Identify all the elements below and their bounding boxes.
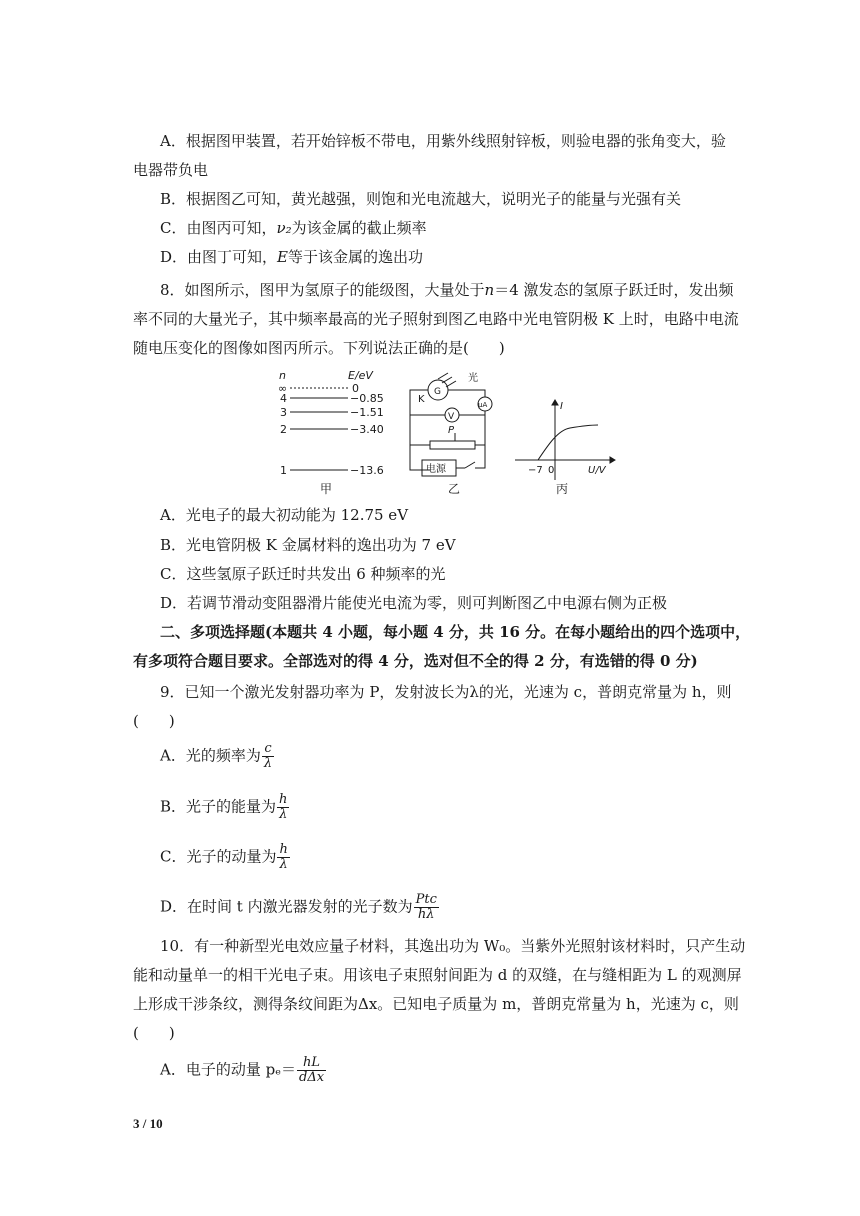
iu-curve	[538, 425, 598, 460]
q9-stem-line1: 9．已知一个激光发射器功率为 P，发射波长为λ的光，光速为 c，普朗克常量为 h，则	[160, 683, 732, 701]
q9-a-text: A．光的频率为	[160, 746, 261, 765]
level-e-3: −1.51	[350, 406, 384, 419]
q9-c-den: λ	[279, 857, 288, 872]
level-n-inf: ∞	[278, 382, 288, 395]
caption-bing: 丙	[556, 482, 569, 496]
q9-option-d	[160, 893, 439, 922]
q9-c-num: h	[279, 842, 288, 857]
q10-stem-line3: 上形成干涉条纹，测得条纹间距为Δx。已知电子质量为 m，普朗克常量为 h，光速为 c，则	[133, 995, 739, 1013]
q7-option-a-line1: A．根据图甲装置，若开始锌板不带电，用紫外线照射锌板，则验电器的张角变大，验	[160, 132, 726, 150]
level-n-label: n	[279, 369, 286, 382]
q9-option-c	[160, 843, 290, 872]
q8-option-a: A．光电子的最大初动能为 12.75 eV	[160, 506, 409, 524]
q8-stem-post: ＝4 激发态的氢原子跃迁时，发出频	[494, 281, 734, 299]
microammeter-label: μA	[478, 401, 488, 409]
level-e-4: −0.85	[350, 392, 384, 405]
tick-neg: −7	[528, 465, 543, 476]
tick-zero: 0	[548, 465, 555, 476]
q8-stem-line2: 率不同的大量光子，其中频率最高的光子照射到图乙电路中光电管阴极 K 上时，电路中电流	[133, 310, 739, 328]
level-n-4: 4	[280, 392, 287, 405]
energy-level-diagram	[278, 369, 384, 496]
q9-d-text: D．在时间 t 内激光器发射的光子数为	[160, 897, 413, 916]
level-e-inf: 0	[352, 382, 359, 395]
cathode-label: K	[418, 394, 425, 405]
voltmeter-label: V	[448, 412, 455, 422]
wire-switch-right	[475, 445, 485, 468]
rheostat	[430, 441, 475, 449]
iu-graph	[515, 400, 615, 496]
q8-stem-var: n	[484, 281, 495, 299]
q10-a-den: dΔx	[299, 1070, 325, 1085]
q7-c-post: 为该金属的截止频率	[291, 219, 427, 237]
light-ray-3	[438, 373, 448, 379]
page-number: 3 / 10	[133, 1116, 163, 1131]
q10-stem-line2: 能和动量单一的相干光电子束。用该电子束照射间距为 d 的双缝，在与缝相距为 L 的观测屏	[133, 966, 742, 984]
q8-stem-line3: 随电压变化的图像如图丙所示。下列说法正确的是( )	[133, 339, 505, 357]
q9-a-num: c	[262, 742, 274, 757]
level-n-3: 3	[280, 406, 287, 419]
q10-a-text: A．电子的动量 pₑ＝	[160, 1060, 297, 1079]
q9-b-text: B．光子的能量为	[160, 797, 277, 816]
q9-stem-line2: ( )	[133, 712, 175, 730]
y-axis-label: I	[560, 401, 563, 412]
q7-d-var: E	[277, 248, 288, 266]
q9-d-num: Ptc	[415, 892, 437, 907]
level-e-label: E/eV	[348, 369, 373, 382]
q7-c-var: ν₂	[276, 219, 292, 237]
q7-option-b: B．根据图乙可知，黄光越强，则饱和光电流越大，说明光子的能量与光强有关	[160, 190, 682, 208]
q10-stem-line4: ( )	[133, 1024, 175, 1042]
q10-stem-line1: 10．有一种新型光电效应量子材料，其逸出功为 W₀。当紫外光照射该材料时，只产生动	[160, 937, 746, 955]
q9-option-b	[160, 793, 289, 822]
slider-label: P	[448, 425, 455, 436]
q9-d-den: hλ	[417, 907, 435, 922]
level-n-2: 2	[280, 423, 287, 436]
phototube-label: G	[434, 387, 441, 397]
q7-c-text: C．由图丙可知，	[160, 219, 277, 237]
q8-option-d: D．若调节滑动变阻器滑片能使光电流为零，则可判断图乙中电源右侧为正极	[160, 594, 668, 612]
level-e-1: −13.6	[350, 464, 384, 477]
q9-b-num: h	[279, 792, 288, 807]
x-axis-label: U/V	[588, 465, 606, 476]
q9-b-den: λ	[279, 807, 288, 822]
q8-option-b: B．光电管阴极 K 金属材料的逸出功为 7 eV	[160, 536, 456, 554]
q9-d-fraction	[414, 893, 439, 922]
circuit-diagram	[410, 371, 492, 496]
q9-option-a	[160, 742, 274, 771]
y-axis-arrow	[552, 400, 558, 405]
light-label: 光	[468, 373, 478, 384]
caption-jia: 甲	[320, 482, 333, 496]
level-e-2: −3.40	[350, 423, 384, 436]
x-axis-arrow	[610, 457, 615, 463]
q8-stem-pre: 8．如图所示，图甲为氢原子的能级图，大量处于	[160, 281, 485, 299]
section2-heading-line2: 有多项符合题目要求。全部选对的得 4 分，选对但不全的得 2 分，有选错的得 0 分)	[133, 652, 698, 670]
q10-a-fraction	[297, 1056, 326, 1085]
q7-d-post: 等于该金属的逸出功	[287, 248, 423, 266]
caption-yi: 乙	[448, 482, 461, 496]
q9-a-den: λ	[263, 756, 273, 771]
q7-option-a-line2: 电器带负电	[133, 161, 209, 179]
section2-heading-line1: 二、多项选择题(本题共 4 小题，每小题 4 分，共 16 分。在每小题给出的四个选项中，	[160, 623, 751, 641]
power-source-label: 电源	[426, 464, 446, 475]
q9-c-text: C．光子的动量为	[160, 847, 277, 866]
q7-d-text: D．由图丁可知，	[160, 248, 278, 266]
q10-option-a	[160, 1056, 326, 1085]
q9-c-fraction	[277, 843, 289, 872]
switch	[465, 462, 475, 468]
q9-b-fraction	[277, 793, 289, 822]
q8-stem-line1	[160, 280, 734, 300]
q10-a-num: hL	[297, 1056, 326, 1071]
q9-a-fraction	[262, 742, 274, 771]
q8-figure	[270, 365, 620, 500]
wire-top-right	[448, 390, 485, 397]
level-n-1: 1	[280, 464, 287, 477]
q7-option-c	[160, 218, 427, 238]
q8-option-c: C．这些氢原子跃迁时共发出 6 种频率的光	[160, 565, 446, 583]
wire-right	[475, 411, 485, 445]
q7-option-d	[160, 247, 423, 267]
